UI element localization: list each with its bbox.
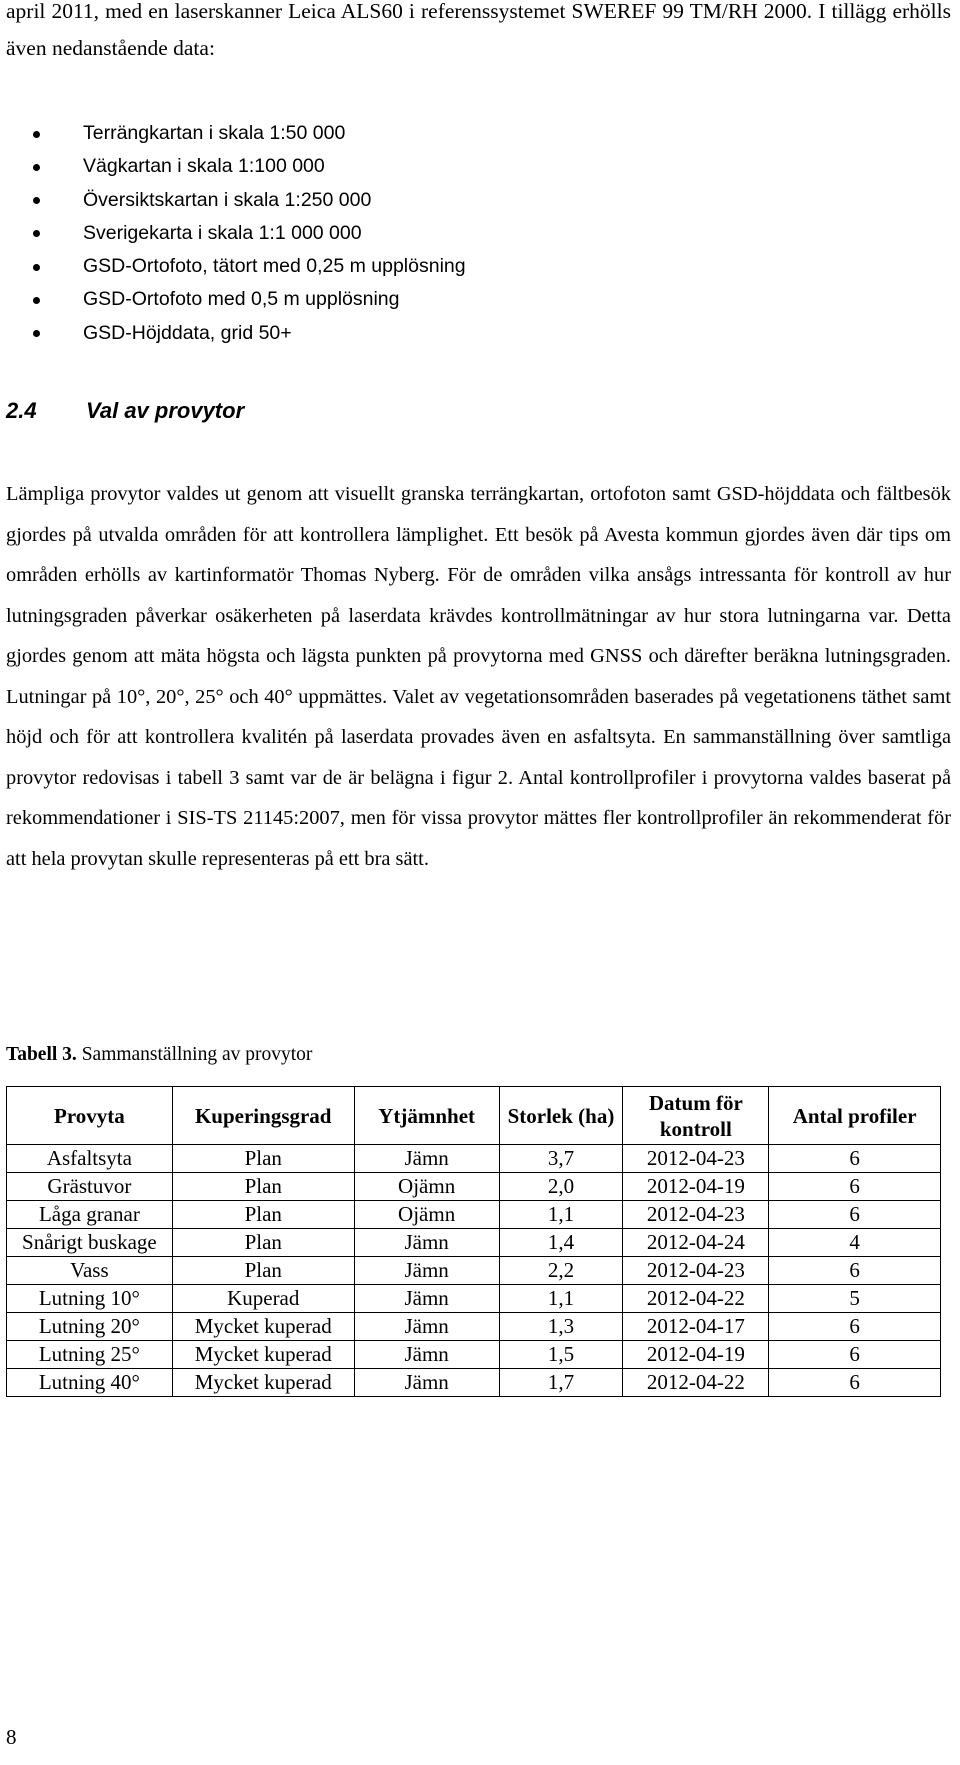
- table-caption: [6, 1044, 312, 1066]
- section-title: Val av provytor: [86, 398, 245, 423]
- intro-paragraph: april 2011, med en laserskanner Leica ALS60 i referenssystemet SWEREF 99 TM/RH 2000. I tillägg erhölls även nedanstående data:: [6, 0, 951, 60]
- provytor-table: [6, 1086, 941, 1397]
- list-item: Sverigekarta i skala 1:1 000 000: [6, 217, 466, 250]
- table-row: Grästuvor Plan Ojämn 2,0 2012-04-19 6: [7, 1173, 941, 1201]
- table-row: Lutning 10° Kuperad Jämn 1,1 2012-04-22 5: [7, 1285, 941, 1313]
- table-row: Snårigt buskage Plan Jämn 1,4 2012-04-24 4: [7, 1229, 941, 1257]
- header-antal: Antal profiler: [769, 1087, 941, 1145]
- list-item: Vägkartan i skala 1:100 000: [6, 150, 466, 183]
- list-item: GSD-Ortofoto med 0,5 m upplösning: [6, 283, 466, 316]
- section-number: 2.4: [6, 398, 37, 423]
- header-kuperingsgrad: Kuperingsgrad: [172, 1087, 354, 1145]
- body-paragraph: Lämpliga provytor valdes ut genom att visuellt granska terrängkartan, ortofoton samt GSD-höjddata och fältbesök gjordes på utvalda områden för att kontrollera lämplighet. Ett besök på Avesta kommun gjordes även där tips om områden erhölls av kartinformatör Thomas Nyberg. För de områden vilka ansågs intressanta för kontroll av hur lutningsgraden påverkar osäkerheten på laserdata krävdes kontrollmätningar av hur stora lutningarna var. Detta gjordes genom att mäta högsta och lägsta punkten på provytorna med GNSS och därefter beräkna lutningsgraden. Lutningar på 10°, 20°, 25° och 40° uppmättes. Valet av vegetationsområden baserades på vegetationens täthet samt höjd och för att kontrollera kvalitén på laserdata provades även en asfaltsyta. En sammanställning över samtliga provytor redovisas i tabell 3 samt var de är belägna i figur 2. Antal kontrollprofiler i provytorna valdes baserat på rekommendationer i SIS-TS 21145:2007, men för vissa provytor mättes fler kontrollprofiler än rekommenderat för att hela provytan skulle representeras på ett bra sätt.: [6, 483, 951, 870]
- table-header-row: [7, 1087, 941, 1145]
- list-item: GSD-Höjddata, grid 50+: [6, 317, 466, 350]
- bullet-icon: [33, 164, 40, 171]
- caption-text: Sammanställning av provytor: [76, 1044, 313, 1065]
- section-heading: [6, 398, 244, 424]
- page-number: 8: [6, 1725, 17, 1749]
- header-datum: Datum för kontroll: [623, 1087, 769, 1145]
- table-row: Lutning 40° Mycket kuperad Jämn 1,7 2012-04-22 6: [7, 1369, 941, 1397]
- list-item: GSD-Ortofoto, tätort med 0,25 m upplösning: [6, 250, 466, 283]
- header-provyta: Provyta: [7, 1087, 173, 1145]
- caption-label: Tabell 3.: [6, 1044, 77, 1065]
- table-row: Asfaltsyta Plan Jämn 3,7 2012-04-23 6: [7, 1145, 941, 1173]
- header-ytjamnhet: Ytjämnhet: [354, 1087, 499, 1145]
- table-row: Lutning 25° Mycket kuperad Jämn 1,5 2012-04-19 6: [7, 1341, 941, 1369]
- bullet-icon: [33, 264, 40, 271]
- bullet-icon: [33, 230, 40, 237]
- header-storlek: Storlek (ha): [499, 1087, 623, 1145]
- table-row: Vass Plan Jämn 2,2 2012-04-23 6: [7, 1257, 941, 1285]
- table-row: Lutning 20° Mycket kuperad Jämn 1,3 2012-04-17 6: [7, 1313, 941, 1341]
- table-row: Låga granar Plan Ojämn 1,1 2012-04-23 6: [7, 1201, 941, 1229]
- list-item: Översiktskartan i skala 1:250 000: [6, 184, 466, 217]
- bullet-icon: [33, 330, 40, 337]
- bullet-icon: [33, 131, 40, 138]
- bullet-icon: [33, 297, 40, 304]
- list-item: Terrängkartan i skala 1:50 000: [6, 117, 466, 150]
- data-list: [6, 117, 466, 350]
- bullet-icon: [33, 197, 40, 204]
